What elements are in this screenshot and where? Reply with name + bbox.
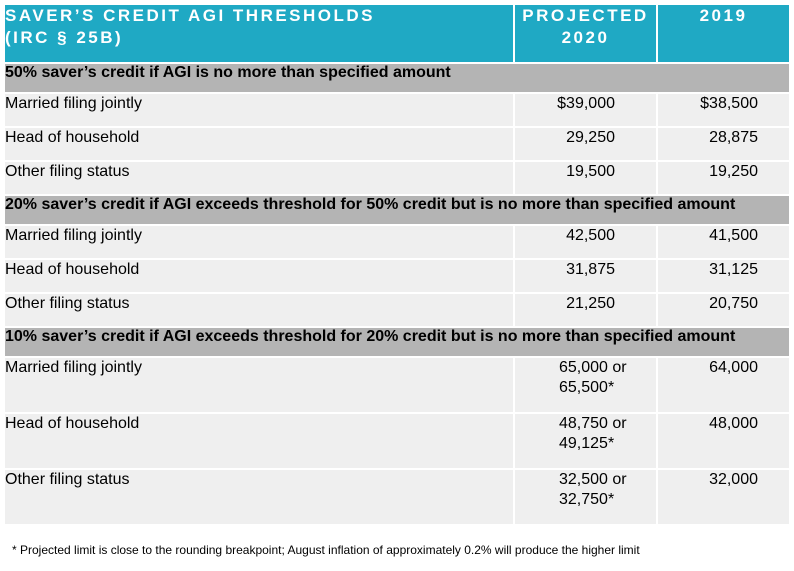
table-row xyxy=(5,293,789,327)
table-title-line1: SAVER’S CREDIT AGI THRESHOLDS xyxy=(5,6,376,25)
row-label: Head of household xyxy=(5,259,514,293)
row-label: Married filing jointly xyxy=(5,225,514,259)
table-row xyxy=(5,357,789,413)
table-title-line2: (IRC § 25B) xyxy=(5,28,124,47)
section-heading-20: 20% saver’s credit if AGI exceeds threshold for 50% credit but is no more than specified amount xyxy=(5,195,789,225)
cell-2019 xyxy=(657,357,789,413)
section-heading-row xyxy=(5,327,789,357)
row-label: Other filing status xyxy=(5,293,514,327)
row-label: Married filing jointly xyxy=(5,357,514,413)
value: 20,750 xyxy=(709,295,758,312)
value: 19,500 xyxy=(566,163,615,180)
table-row xyxy=(5,127,789,161)
table-row xyxy=(5,161,789,195)
section-heading-50: 50% saver’s credit if AGI is no more than specified amount xyxy=(5,63,789,93)
cell-projected-2020 xyxy=(514,225,657,259)
row-label: Head of household xyxy=(5,413,514,469)
value-line2: 65,500* xyxy=(559,379,615,396)
value: 41,500 xyxy=(709,227,758,244)
section-heading-10: 10% saver’s credit if AGI exceeds threshold for 20% credit but is no more than specified amount xyxy=(5,327,789,357)
cell-projected-2020 xyxy=(514,293,657,327)
table-row xyxy=(5,225,789,259)
col-header-projected xyxy=(514,5,657,63)
value: 42,500 xyxy=(566,227,615,244)
value: 21,250 xyxy=(566,295,615,312)
cell-projected-2020 xyxy=(514,259,657,293)
row-label: Married filing jointly xyxy=(5,93,514,127)
row-label: Other filing status xyxy=(5,469,514,525)
section-heading-row xyxy=(5,63,789,93)
value: 32,000 xyxy=(709,471,758,488)
value: 29,250 xyxy=(566,129,615,146)
value: 28,875 xyxy=(709,129,758,146)
value-line1: 48,750 or xyxy=(559,415,627,432)
value: 31,875 xyxy=(566,261,615,278)
cell-2019 xyxy=(657,93,789,127)
value: 31,125 xyxy=(709,261,758,278)
value-line2: 32,750* xyxy=(559,491,615,508)
value-line2: 49,125* xyxy=(559,435,615,452)
cell-projected-2020 xyxy=(514,93,657,127)
agi-thresholds-table xyxy=(5,5,789,526)
col-header-projected-line1: PROJECTED xyxy=(522,6,649,25)
cell-projected-2020 xyxy=(514,413,657,469)
cell-2019 xyxy=(657,127,789,161)
col-header-2019: 2019 xyxy=(699,6,748,25)
value: 64,000 xyxy=(709,359,758,376)
table-title xyxy=(5,5,514,63)
cell-2019 xyxy=(657,469,789,525)
cell-2019 xyxy=(657,259,789,293)
table-row xyxy=(5,259,789,293)
table-row xyxy=(5,93,789,127)
value-line1: 65,000 or xyxy=(559,359,627,376)
row-label: Head of household xyxy=(5,127,514,161)
cell-2019 xyxy=(657,225,789,259)
row-label: Other filing status xyxy=(5,161,514,195)
cell-2019 xyxy=(657,413,789,469)
value: 48,000 xyxy=(709,415,758,432)
footnote: * Projected limit is close to the rounding breakpoint; August inflation of approximately 0.2% will produce the higher limit xyxy=(12,543,640,557)
section-heading-row xyxy=(5,195,789,225)
value: $39,000 xyxy=(557,95,615,112)
cell-projected-2020 xyxy=(514,161,657,195)
value: $38,500 xyxy=(700,95,758,112)
header-row xyxy=(5,5,789,63)
value-line1: 32,500 or xyxy=(559,471,627,488)
cell-projected-2020 xyxy=(514,127,657,161)
cell-projected-2020 xyxy=(514,357,657,413)
value: 19,250 xyxy=(709,163,758,180)
cell-2019 xyxy=(657,293,789,327)
table-row xyxy=(5,469,789,525)
cell-2019 xyxy=(657,161,789,195)
cell-projected-2020 xyxy=(514,469,657,525)
col-header-projected-line2: 2020 xyxy=(561,28,610,47)
table-row xyxy=(5,413,789,469)
